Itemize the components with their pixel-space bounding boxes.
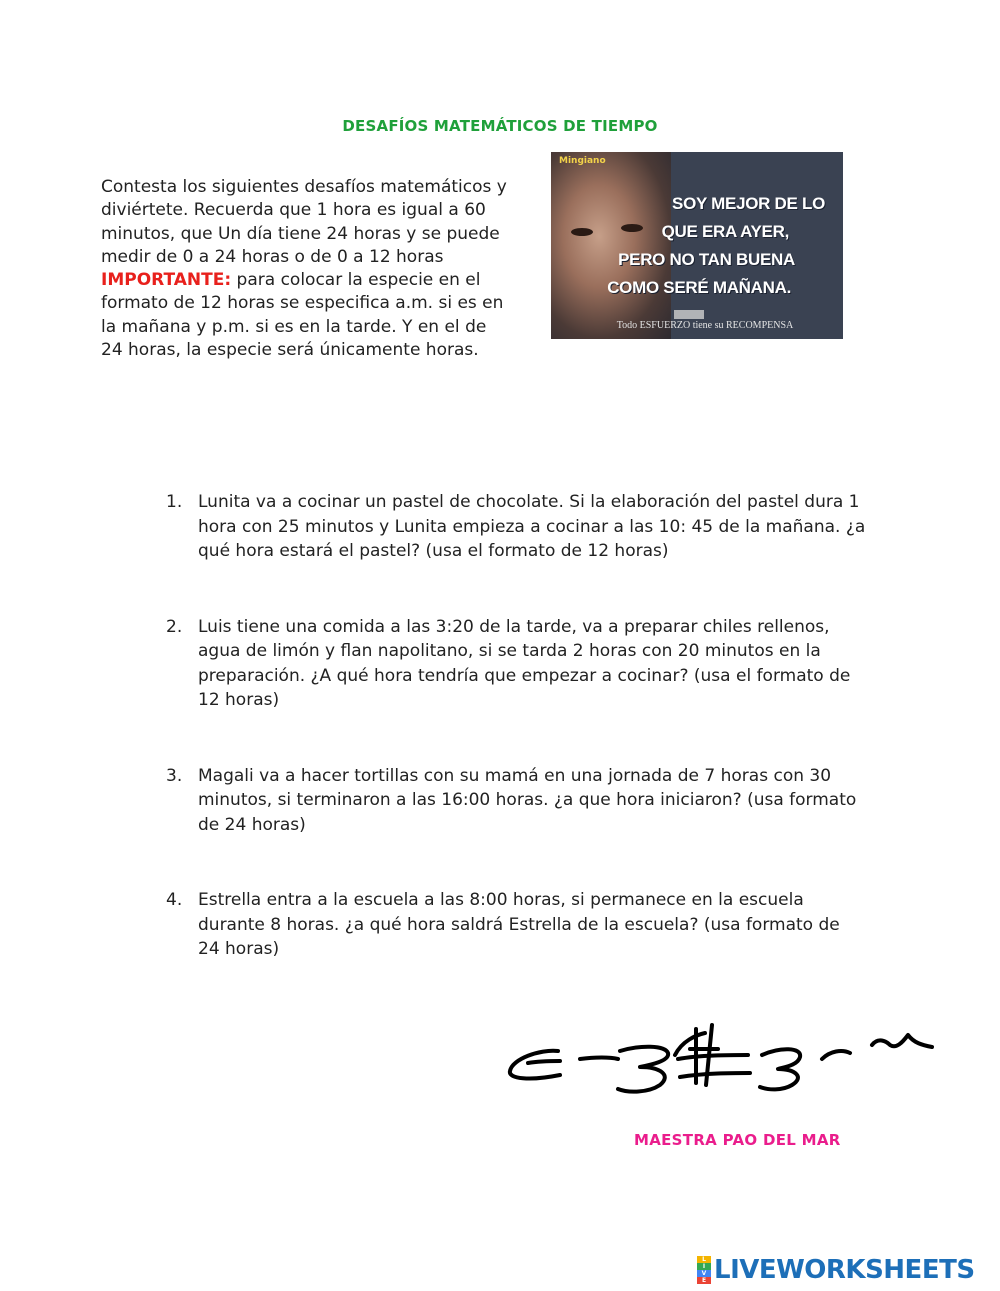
poster-quote (607, 190, 837, 302)
liveworksheets-logo (697, 1255, 975, 1285)
question-item (166, 615, 866, 713)
poster-quote-line: PERO NO TAN BUENA (618, 250, 795, 269)
teacher-name: MAESTRA PAO DEL MAR (634, 1131, 841, 1149)
question-text: Luis tiene una comida a las 3:20 de la tarde, va a preparar chiles rellenos, agua de limón y flan napolitano, si se tarda 2 horas con 20 minutos en la preparación. ¿A qué hora tendría que empezar a cocinar? (usa el formato de 12 horas) (198, 616, 851, 710)
question-text: Lunita va a cocinar un pastel de chocolate. Si la elaboración del pastel dura 1 hora con 25 minutos y Lunita empieza a cocinar a las 10: 45 de la mañana. ¿a qué hora estará el pastel? (usa el formato de 12 horas) (198, 492, 866, 561)
poster-quote-line: QUE ERA AYER, (661, 222, 789, 241)
question-number: 2. (166, 616, 183, 637)
poster-decoration (674, 310, 704, 319)
question-number: 3. (166, 765, 183, 786)
handwritten-signature (500, 1015, 960, 1125)
intro-text-part2: para colocar la especie en el formato de 12 horas se especifica a.m. si es en la mañana y p.m. si es en la tarde. Y en el de 24 horas, la especie será únicamente horas. (101, 270, 504, 361)
question-number: 1. (166, 492, 183, 512)
question-number: 4. (166, 890, 183, 910)
logo-badge-icon: L I V E (697, 1256, 711, 1284)
logo-text: LIVEWORKSHEETS (714, 1255, 975, 1285)
motivational-poster-image (551, 152, 843, 339)
question-item (166, 764, 866, 838)
question-text: Magali va a hacer tortillas con su mamá en una jornada de 7 horas con 30 minutos, si terminaron a las 16:00 horas. ¿a que hora iniciaron? (usa formato de 24 horas) (198, 765, 857, 835)
intro-paragraph (101, 176, 511, 362)
question-text: Estrella entra a la escuela a las 8:00 horas, si permanece en la escuela durante 8 horas. ¿a qué hora saldrá Estrella de la escuela? (usa formato de 24 horas) (198, 890, 840, 959)
question-item (166, 490, 866, 564)
important-label: IMPORTANTE: (101, 270, 232, 291)
poster-brand: Mingiano (559, 156, 606, 166)
question-item (166, 888, 866, 962)
poster-eye (571, 228, 593, 236)
intro-text-part1: Contesta los siguientes desafíos matemáticos y diviértete. Recuerda que 1 hora es igual a 60 minutos, que Un día tiene 24 horas y se puede medir de 0 a 24 horas o de 0 a 12 horas (101, 177, 507, 267)
poster-quote-line: COMO SERÉ MAÑANA. (607, 278, 791, 297)
question-list (166, 490, 866, 962)
poster-tagline: Todo ESFUERZO tiene su RECOMPENSA (616, 320, 794, 331)
poster-quote-line: SOY MEJOR DE LO (672, 194, 825, 213)
worksheet-title: DESAFÍOS MATEMÁTICOS DE TIEMPO (342, 117, 658, 135)
